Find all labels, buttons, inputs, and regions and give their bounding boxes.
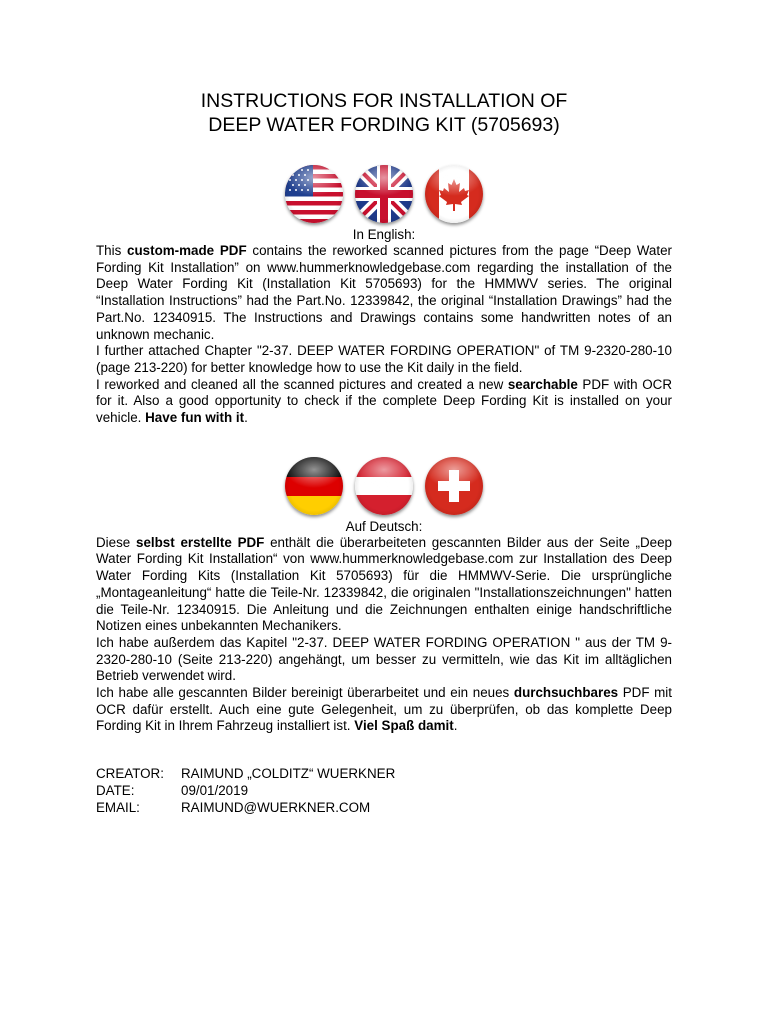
- email-row: [96, 800, 672, 817]
- date-label: DATE:: [96, 782, 135, 798]
- germany-flag-icon: [285, 457, 343, 515]
- document-page: [96, 0, 672, 816]
- email-value: RAIMUND@WUERKNER.COM: [181, 799, 371, 815]
- canada-flag-icon: [425, 165, 483, 223]
- title-line-1: INSTRUCTIONS FOR INSTALLATION OF: [200, 90, 568, 112]
- date-row: [96, 783, 672, 800]
- document-metadata: [96, 766, 672, 816]
- email-label: EMAIL:: [96, 799, 140, 815]
- switzerland-flag-icon: [425, 457, 483, 515]
- uk-flag-icon: [355, 165, 413, 223]
- english-label: In English:: [352, 227, 416, 242]
- english-paragraph-1: This custom-made PDF contains the reworked scanned pictures from the page “Deep Water Fording Kit Installation” on www.hummerknowledgebase.com regarding the installation of the Deep Water Fording Kit (Installation Kit 5705693) for the HMMWV series. The original “Installation Instructions” had the Part.No. 12339842, the original “Installation Drawings” had the Part.No. 12340915. The Instructions and Drawings contains some handwritten notes of an unknown mechanic.: [96, 243, 673, 342]
- english-flags: [96, 163, 672, 225]
- date-value: 09/01/2019: [181, 782, 249, 798]
- german-label: Auf Deutsch:: [345, 518, 423, 534]
- creator-value: RAIMUND „COLDITZ“ WUERKNER: [181, 766, 396, 782]
- german-paragraph-2: Ich habe außerdem das Kapitel "2-37. DEEP WATER FORDING OPERATION " aus der TM 9-2320-280-10 (Seite 213-220) angehängt, um besser zu vermitteln, wie das Kit im alltäglichen Betrieb verwendet wird.: [96, 634, 672, 684]
- creator-label: CREATOR:: [96, 766, 164, 782]
- german-paragraph-1: Diese selbst erstellte PDF enthält die überarbeiteten gescannten Bilder aus der Seite „Deep Water Fording Kit Installation“ von www.hummerknowledgebase.com zur Installation des Deep Water Fording Kits (Installation Kit 5705693) für die HMMWV-Serie. Die ursprüngliche „Montageanleitung“ hatte die Teile-Nr. 12339842, die originalen "Installationszeichnungen" hatten die Teile-Nr. 12340915. Die Anleitung und die Zeichnungen enthalten einige handschriftliche Notizen eines unbekannten Mechanikers.: [96, 534, 672, 634]
- us-flag-icon: [285, 165, 343, 223]
- english-paragraph-2: I further attached Chapter "2-37. DEEP WATER FORDING OPERATION" of TM 9-2320-280-10 (page 213-220) for better knowledge how to use the Kit daily in the field.: [96, 343, 672, 375]
- creator-row: [96, 766, 672, 783]
- german-paragraph-3: Ich habe alle gescannten Bilder bereinigt überarbeitet und ein neues durchsuchbares PDF mit OCR dafür erstellt. Auch eine gute Gelegenheit, um zu überprüfen, ob das komplette Deep Fording Kit in Ihrem Fahrzeug installiert ist. Viel Spaß damit.: [96, 685, 673, 734]
- title-line-2: DEEP WATER FORDING KIT (5705693): [208, 114, 560, 136]
- austria-flag-icon: [355, 457, 413, 515]
- german-flags: [96, 455, 672, 517]
- english-paragraph-3: I reworked and cleaned all the scanned pictures and created a new searchable PDF with OCR for it. Also a good opportunity to check if the complete Deep Fording Kit is installed on your vehicle. Have fun with it.: [96, 376, 672, 426]
- page-title: [96, 89, 672, 137]
